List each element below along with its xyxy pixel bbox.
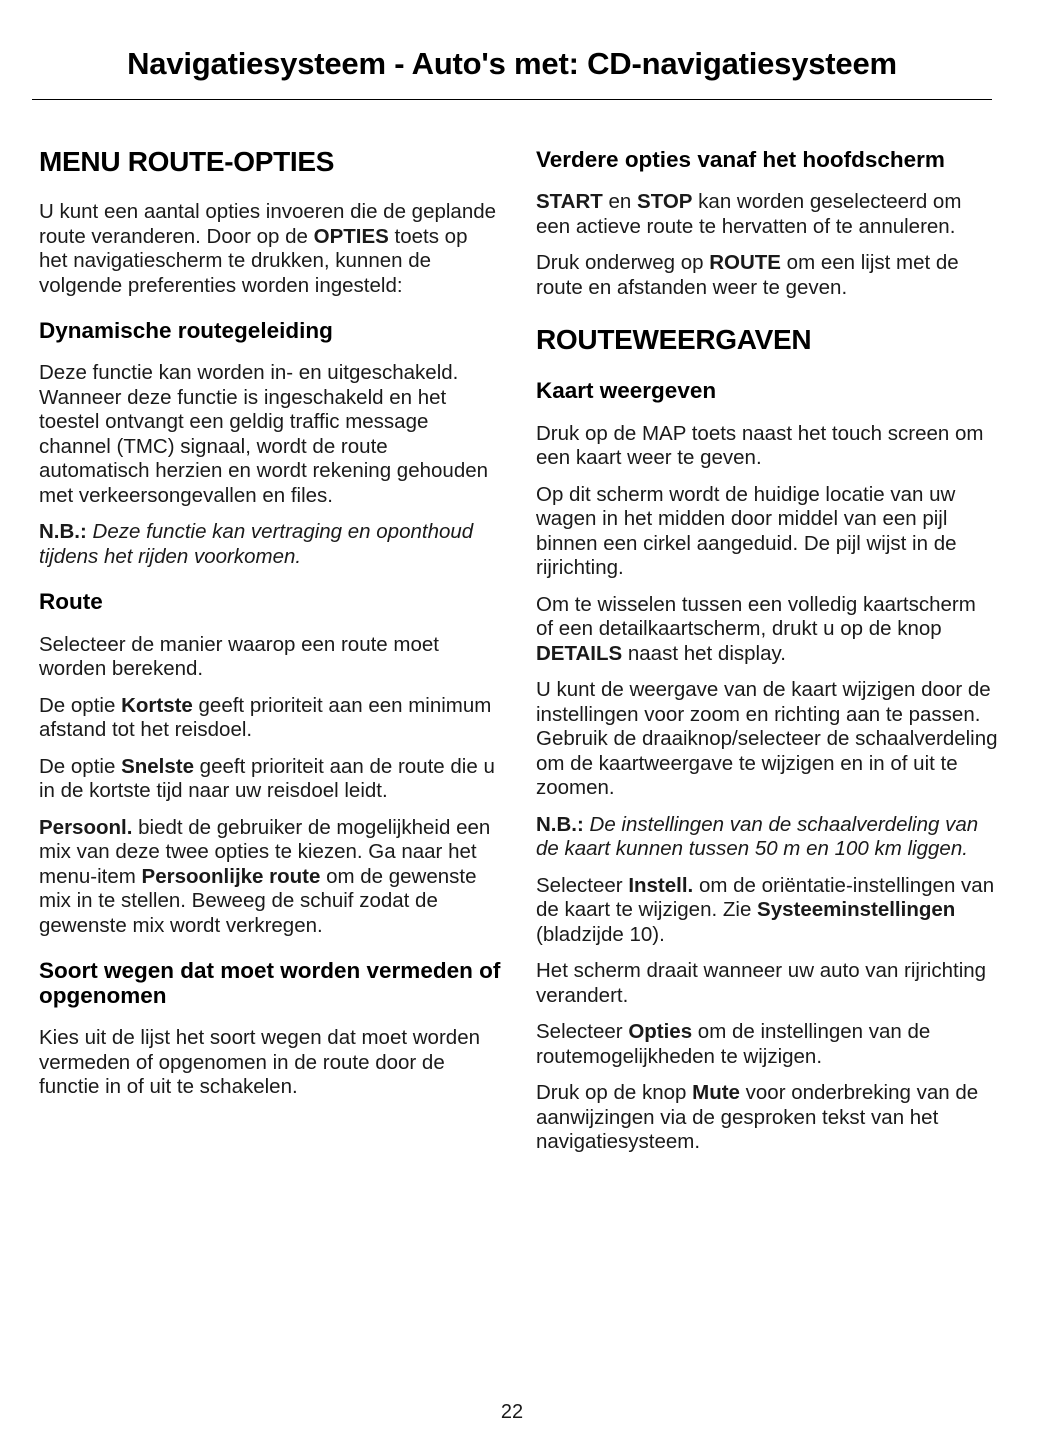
left-column (39, 140, 501, 1112)
route-paragraph-shortest: De optie Kortste geeft prioriteit aan een minimum afstand tot het reisdoel. (39, 693, 492, 742)
map-paragraph-1: Druk op de MAP toets naast het touch screen om een kaart weer te geven. (536, 421, 984, 470)
section-heading-route-views: ROUTEWEERGAVEN (536, 324, 812, 356)
route-paragraph-1: Selecteer de manier waarop een route moet worden berekend. (39, 632, 439, 681)
section-heading-route-options: MENU ROUTE-OPTIES (39, 146, 335, 177)
map-paragraph-rotate: Het scherm draait wanneer uw auto van rijrichting verandert. (536, 959, 987, 1007)
subheading-show-map: Kaart weergeven (536, 378, 717, 404)
map-paragraph-settings: Selecteer Instell. om de oriëntatie-instellingen van de kaart te wijzigen. Zie Systeeminstellingen (bladzijde 10). (536, 873, 995, 946)
dynamic-guidance-note: N.B.: Deze functie kan vertraging en oponthoud tijdens het rijden voorkomen. (39, 520, 474, 568)
map-paragraph-mute: Druk op de knop Mute voor onderbreking van de aanwijzingen via de gesproken tekst van het navigatiesysteem. (536, 1081, 979, 1154)
road-types-paragraph: Kies uit de lijst het soort wegen dat moet worden vermeden of opgenomen in de route door de functie in of uit te schakelen. (39, 1026, 480, 1099)
note-label: N.B.: (39, 520, 87, 544)
map-paragraph-zoom: U kunt de weergave van de kaart wijzigen door de instellingen voor zoom en richting aan te passen. Gebruik de draaiknop/selecteer de schaalverdeling om de kaartweergave te wijzigen en in of uit te zoomen. (536, 678, 998, 800)
route-paragraph-personal: Persoonl. biedt de gebruiker de mogelijkheid een mix van deze twee opties te kiezen. Ga naar het menu-item Persoonlijke route om de gewenste mix in te stellen. Beweeg de schuif zodat de gewenste mix wordt verkregen. (39, 815, 491, 937)
subheading-road-types: Soort wegen dat moet worden vermeden of opgenomen (39, 958, 501, 1009)
subheading-route: Route (39, 589, 103, 615)
route-paragraph-fastest: De optie Snelste geeft prioriteit aan de route die u in de kortste tijd naar uw reisdoel leidt. (39, 754, 495, 803)
subheading-more-options: Verdere opties vanaf het hoofdscherm (536, 147, 945, 172)
right-column (536, 147, 998, 1167)
map-scale-note: N.B.: De instellingen van de schaalverdeling van de kaart kunnen tussen 50 m en 100 km liggen. (536, 812, 979, 861)
dynamic-guidance-paragraph: Deze functie kan worden in- en uitgeschakeld. Wanneer deze functie is ingeschakeld en het toestel ontvangt een geldig traffic message channel (TMC) signaal, wordt de route automatisch herzien en wordt rekening gehouden met verkeersongevallen en files. (39, 361, 489, 507)
map-paragraph-details: Om te wisselen tussen een volledig kaartscherm of een detailkaartscherm, drukt u op de knop DETAILS naast het display. (536, 592, 976, 665)
map-paragraph-2: Op dit scherm wordt de huidige locatie van uw wagen in het midden door middel van een pijl binnen een cirkel aangeduid. De pijl wijst in de rijrichting. (536, 482, 957, 580)
route-list-paragraph: Druk onderweg op ROUTE om een lijst met de route en afstanden weer te geven. (536, 251, 959, 299)
opties-keyword: OPTIES (313, 224, 389, 248)
note-label: N.B.: (536, 812, 584, 836)
page-header-title: Navigatiesysteem - Auto's met: CD-navigatiesysteem (127, 46, 897, 81)
page-number: 22 (500, 1401, 524, 1423)
header-divider (32, 99, 992, 100)
intro-paragraph: U kunt een aantal opties invoeren die de geplande route veranderen. Door op de OPTIES toets op het navigatiescherm te drukken, kunnen de volgende preferenties worden ingesteld: (39, 200, 497, 297)
map-paragraph-options: Selecteer Opties om de instellingen van de routemogelijkheden te wijzigen. (536, 1020, 931, 1068)
start-stop-paragraph: START en STOP kan worden geselecteerd om een actieve route te hervatten of te annuleren. (536, 190, 962, 238)
subheading-dynamic-guidance: Dynamische routegeleiding (39, 318, 333, 344)
